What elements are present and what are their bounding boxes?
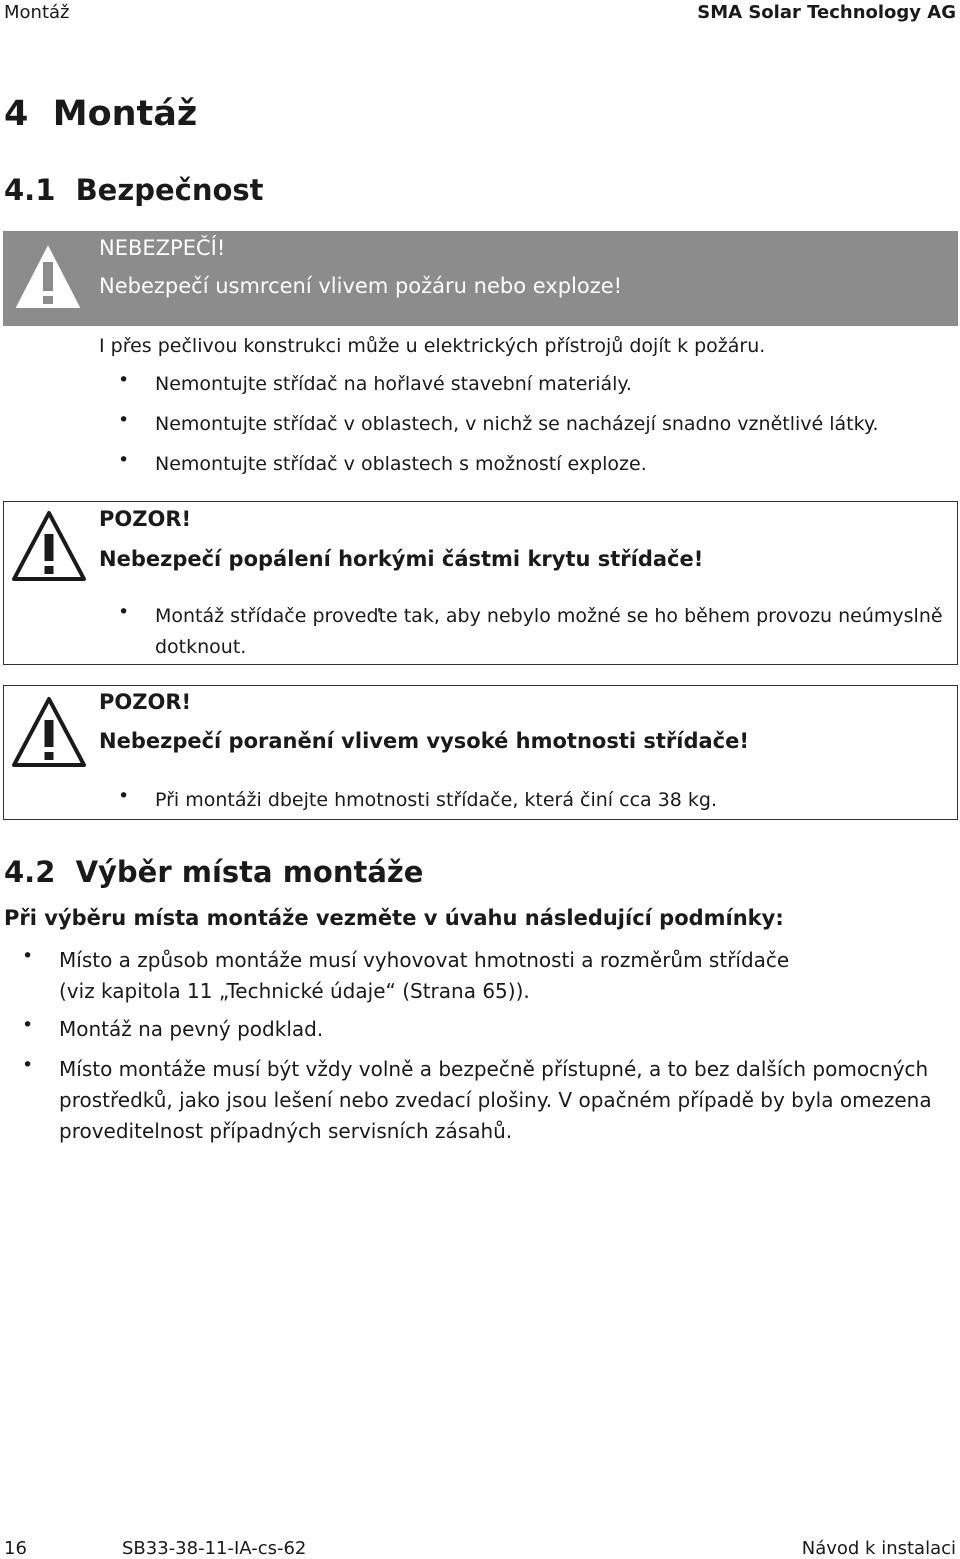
chapter-title xyxy=(4,94,197,134)
section-1-title-text: Bezpečnost xyxy=(75,173,264,207)
list-item-text-cont: proveditelnost případných servisních zásahů. xyxy=(59,1119,513,1143)
header-company: SMA Solar Technology AG xyxy=(697,2,956,23)
chapter-number: 4 xyxy=(4,94,29,134)
section-2-title-text: Výběr místa montáže xyxy=(75,855,424,889)
list-item-text-cont: prostředků, jako jsou lešení nebo zvedací plošiny. V opačném případě by byla omezena xyxy=(59,1088,932,1112)
bullet-dot: • xyxy=(118,369,130,391)
list-item-text: Místo a způsob montáže musí vyhovovat hmotnosti a rozměrům střídače xyxy=(59,948,790,972)
list-item-text: Montáž střídače proveďte tak, aby nebylo možné se ho během provozu neúmyslně xyxy=(155,605,943,627)
warning-triangle-icon xyxy=(12,240,84,312)
caution-title: Nebezpečí popálení horkými částmi krytu střídače! xyxy=(99,547,704,571)
list-item-text: Při montáži dbejte hmotnosti střídače, která činí cca 38 kg. xyxy=(155,789,718,811)
caution-signal-word: POZOR! xyxy=(99,690,192,714)
danger-signal-word: NEBEZPEČÍ! xyxy=(99,236,226,260)
section-1-number: 4.1 xyxy=(4,173,56,207)
warning-triangle-icon xyxy=(11,694,87,770)
list-item-text: Nemontujte střídač na hořlavé stavební materiály. xyxy=(155,373,632,395)
section-2-title xyxy=(4,855,423,889)
bullet-dot: • xyxy=(118,785,130,807)
list-item-text-cont: dotknout. xyxy=(155,636,247,658)
bullet-dot: • xyxy=(118,449,130,471)
caution-title: Nebezpečí poranění vlivem vysoké hmotnosti střídače! xyxy=(99,729,749,753)
list-item-text-cont: (viz kapitola 11 „Technické údaje“ (Strana 65)). xyxy=(59,979,530,1003)
warning-triangle-icon xyxy=(11,508,87,584)
footer-doc-type: Návod k instalaci xyxy=(801,1538,956,1559)
list-item-text: Montáž na pevný podklad. xyxy=(59,1017,324,1041)
chapter-title-text: Montáž xyxy=(52,94,198,134)
list-item-text: Místo montáže musí být vždy volně a bezpečně přístupné, a to bez dalších pomocných xyxy=(59,1057,929,1081)
bullet-dot: • xyxy=(22,1054,34,1076)
bullet-dot: • xyxy=(118,409,130,431)
bullet-dot: • xyxy=(118,601,130,623)
footer-doc-id: SB33-38-11-IA-cs-62 xyxy=(122,1538,307,1559)
intro-text: Při výběru místa montáže vezměte v úvahu následující podmínky: xyxy=(4,906,784,930)
caution-signal-word: POZOR! xyxy=(99,507,192,531)
list-item-text: Nemontujte střídač v oblastech, v nichž se nacházejí snadno vznětlivé látky. xyxy=(155,413,879,435)
bullet-dot: • xyxy=(22,945,34,967)
danger-text: I přes pečlivou konstrukci může u elektrických přístrojů dojít k požáru. xyxy=(99,335,766,357)
section-1-title xyxy=(4,173,264,207)
section-2-number: 4.2 xyxy=(4,855,56,889)
danger-title: Nebezpečí usmrcení vlivem požáru nebo exploze! xyxy=(99,274,623,298)
bullet-dot: • xyxy=(22,1014,34,1036)
header-section: Montáž xyxy=(4,2,70,23)
footer-page-number: 16 xyxy=(4,1538,27,1559)
list-item-text: Nemontujte střídač v oblastech s možností exploze. xyxy=(155,453,647,475)
